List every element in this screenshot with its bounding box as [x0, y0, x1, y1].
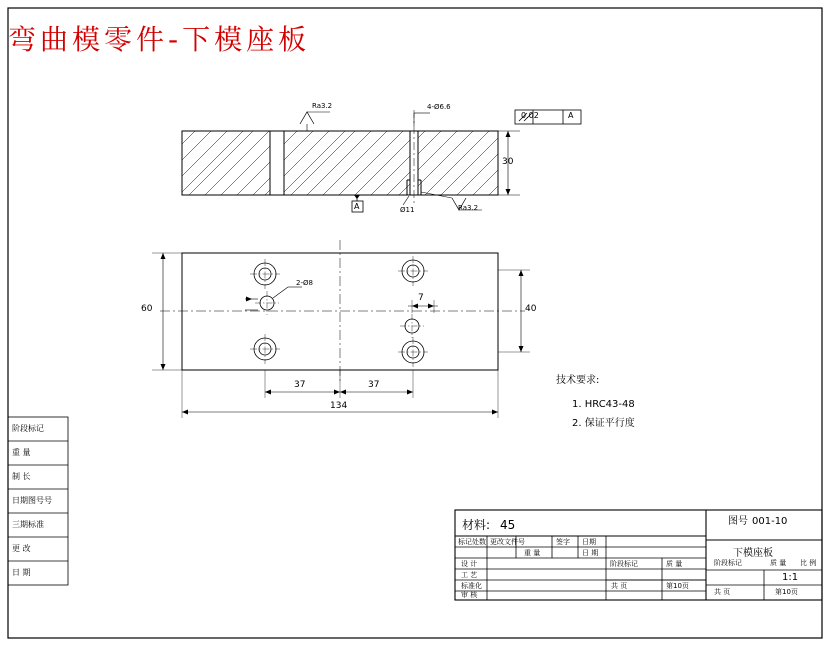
- stage-mark-right-label: 阶段标记: [714, 559, 742, 567]
- plan-hole-callout-label: 2-Ø8: [296, 279, 313, 287]
- col-header-2: 签字: [556, 538, 570, 546]
- plan-hole-bl: [250, 334, 280, 364]
- sheet-total-label: 共 页: [611, 582, 628, 590]
- plan-right-pitch-label: 37: [368, 380, 380, 390]
- tech-requirement-item-2: 2. 保证平行度: [572, 418, 635, 429]
- row-design-label: 设 计: [461, 560, 478, 568]
- left-table-row-1: 重 量: [12, 448, 31, 457]
- height-dim-label: 30: [502, 157, 514, 167]
- row-review-label: 审 核: [461, 591, 478, 599]
- sheet-border: [8, 8, 822, 638]
- left-table-row-5: 更 改: [12, 544, 31, 553]
- sub-header-weight: 重 量: [524, 549, 541, 557]
- plan-left-pitch-label: 37: [294, 380, 306, 390]
- quality-label: 质 量: [666, 560, 683, 568]
- col-header-0: 标记处数: [458, 538, 486, 546]
- plan-small-dim-label: 7: [418, 293, 424, 303]
- left-table-row-3: 日期图号号: [12, 496, 52, 505]
- counterbore-label: Ø11: [400, 206, 415, 214]
- gt-datum-label: A: [568, 111, 574, 120]
- left-table-row-0: 阶段标记: [12, 424, 44, 433]
- surface-finish-bottom-label: Ra3.2: [458, 204, 479, 212]
- tech-requirements-title: 技术要求:: [556, 375, 600, 386]
- plan-hole-tl: [250, 259, 280, 289]
- quality-right-label: 质 量: [770, 559, 787, 567]
- left-table-row-2: 制 长: [12, 472, 31, 481]
- plan-hole-small-left: [255, 291, 279, 315]
- surface-finish-symbol-top: [300, 112, 314, 124]
- drawing-no-value: 001-10: [752, 516, 788, 527]
- sheet-no-right-label: 第10页: [775, 588, 798, 596]
- hole-callout-label: 4-Ø6.6: [427, 103, 451, 111]
- plan-hole-tr: [398, 256, 428, 286]
- left-table-row-4: 三期标准: [12, 520, 44, 529]
- plan-hole-br: [398, 337, 428, 367]
- section-hatch-left: [182, 131, 270, 195]
- plan-left-dim-label: 60: [141, 304, 153, 314]
- sheet-total-right-label: 共 页: [714, 588, 731, 596]
- drawing-no-label: 图号: [728, 516, 748, 527]
- part-name-label: 下模座板: [733, 548, 773, 559]
- material-value: 45: [500, 518, 516, 532]
- col-header-1: 更改文件号: [490, 538, 525, 546]
- ratio-label: 比 例: [800, 559, 817, 567]
- scale-value: 1:1: [782, 572, 799, 583]
- gt-value-label: 0.02: [521, 111, 539, 120]
- datum-a-label: A: [354, 202, 360, 211]
- plan-hole-small-right: [400, 314, 424, 338]
- left-table-row-6: 日 期: [12, 568, 31, 577]
- sub-header-date: 日 期: [582, 549, 599, 557]
- row-process-label: 工 艺: [461, 571, 478, 579]
- plan-overall-width-label: 134: [330, 401, 348, 411]
- surface-finish-top-label: Ra3.2: [312, 102, 333, 110]
- page-title: 弯曲模零件-下模座板: [8, 23, 311, 56]
- material-label: 材料:: [462, 518, 491, 532]
- row-standardize-label: 标准化: [461, 582, 482, 590]
- stage-mark-label: 阶段标记: [610, 560, 638, 568]
- tech-requirement-item-1: 1. HRC43-48: [572, 399, 635, 410]
- plan-right-dim-label: 40: [525, 304, 537, 314]
- sheet-no-label: 第10页: [666, 582, 689, 590]
- col-header-3: 日期: [582, 538, 596, 546]
- section-hatch-right: [284, 131, 498, 195]
